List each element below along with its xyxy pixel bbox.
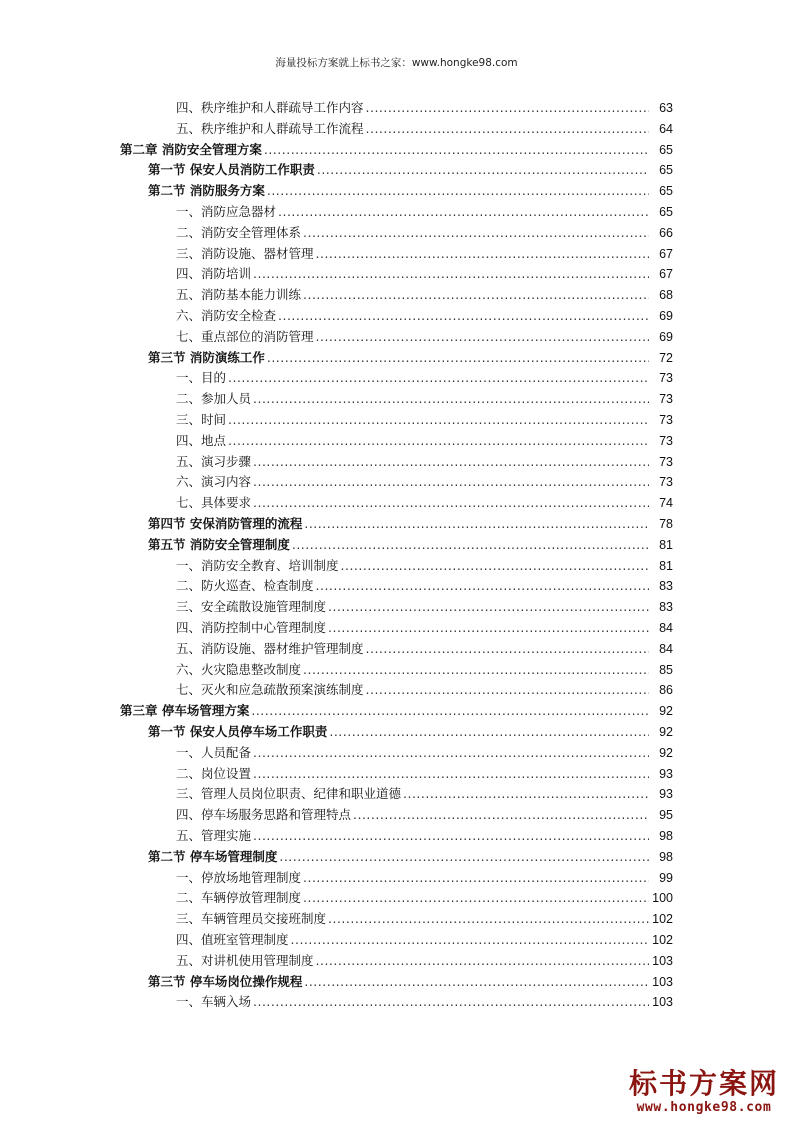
toc-entry-title: 第三节 停车场岗位操作规程: [148, 973, 303, 989]
toc-entry-title: 五、演习步骤: [176, 453, 252, 469]
toc-entry-title: 五、对讲机使用管理制度: [176, 952, 314, 968]
toc-leader-dots: [317, 162, 649, 178]
watermark-logo: [629, 1068, 779, 1116]
toc-entry-title: 一、目的: [176, 370, 227, 386]
toc-entry-page: 67: [659, 246, 673, 261]
toc-entry-page: 92: [659, 745, 673, 760]
toc-leader-dots: [253, 828, 649, 844]
toc-entry[interactable]: [0, 907, 793, 927]
toc-entry-page: 69: [659, 329, 673, 344]
toc-entry-title: 五、秩序维护和人群疏导工作流程: [176, 120, 364, 136]
toc-entry[interactable]: [0, 346, 793, 366]
toc-leader-dots: [366, 121, 649, 137]
toc-entry[interactable]: [0, 886, 793, 906]
toc-entry[interactable]: [0, 491, 793, 511]
toc-entry[interactable]: [0, 762, 793, 782]
toc-entry-page: 86: [659, 683, 673, 698]
toc-entry-title: 第二章 消防安全管理方案: [120, 141, 262, 157]
toc-entry-page: 72: [659, 350, 673, 365]
toc-entry[interactable]: [0, 928, 793, 948]
toc-entry-title: 七、灭火和应急疏散预案演练制度: [176, 682, 364, 698]
toc-entry-page: 73: [659, 371, 673, 386]
toc-leader-dots: [253, 994, 649, 1010]
toc-entry-title: 三、安全疏散设施管理制度: [176, 599, 327, 615]
toc-entry-title: 一、车辆入场: [176, 994, 252, 1010]
toc-leader-dots: [328, 599, 649, 615]
toc-entry[interactable]: [0, 803, 793, 823]
toc-leader-dots: [328, 620, 649, 636]
toc-entry-page: 73: [659, 392, 673, 407]
toc-leader-dots: [366, 641, 649, 657]
toc-entry-page: 103: [652, 995, 673, 1010]
toc-entry-title: 三、车辆管理员交接班制度: [176, 911, 327, 927]
toc-leader-dots: [292, 537, 649, 553]
toc-leader-dots: [228, 370, 649, 386]
toc-entry[interactable]: [0, 117, 793, 137]
toc-entry-page: 81: [659, 537, 673, 552]
toc-entry[interactable]: [0, 512, 793, 532]
toc-entry-page: 99: [659, 870, 673, 885]
toc-leader-dots: [278, 308, 649, 324]
toc-entry[interactable]: [0, 699, 793, 719]
toc-entry-page: 85: [659, 662, 673, 677]
toc-entry-page: 92: [659, 725, 673, 739]
toc-entry[interactable]: [0, 221, 793, 241]
toc-entry-page: 98: [659, 829, 673, 843]
toc-entry-page: 73: [659, 454, 673, 469]
toc-entry-page: 93: [659, 766, 673, 781]
toc-entry-title: 二、参加人员: [176, 391, 252, 407]
toc-entry-page: 65: [659, 205, 673, 219]
toc-entry-title: 第二节 停车场管理制度: [148, 848, 278, 864]
toc-leader-dots: [304, 974, 649, 990]
toc-entry-page: 83: [659, 600, 673, 615]
toc-entry-title: 二、消防安全管理体系: [176, 224, 302, 240]
toc-entry-page: 73: [659, 413, 673, 427]
toc-entry-title: 五、管理实施: [176, 828, 252, 843]
toc-leader-dots: [316, 953, 649, 969]
toc-entry-page: 100: [652, 891, 673, 906]
toc-leader-dots: [228, 412, 649, 428]
toc-entry[interactable]: [0, 658, 793, 678]
toc-entry-title: 二、岗位设置: [176, 765, 252, 781]
toc-entry[interactable]: [0, 96, 793, 116]
toc-leader-dots: [253, 495, 649, 511]
toc-entry-page: 73: [659, 475, 673, 490]
toc-entry-title: 一、停放场地管理制度: [176, 869, 302, 885]
toc-entry-title: 三、消防设施、器材管理: [176, 245, 314, 261]
toc-entry-page: 95: [659, 808, 673, 823]
toc-entry[interactable]: [0, 533, 793, 553]
toc-entry-title: 第一节 保安人员消防工作职责: [148, 162, 315, 178]
toc-entry[interactable]: [0, 949, 793, 969]
toc-entry-page: 102: [652, 933, 673, 947]
toc-entry[interactable]: [0, 325, 793, 345]
toc-leader-dots: [291, 932, 649, 948]
toc-entry[interactable]: [0, 782, 793, 802]
toc-entry-page: 64: [659, 121, 673, 136]
toc-entry[interactable]: [0, 262, 793, 282]
toc-entry[interactable]: [0, 387, 793, 407]
toc-entry[interactable]: [0, 304, 793, 324]
page-header: 海量投标方案就上标书之家：www.hongke98.com: [275, 57, 518, 69]
watermark-url: www.hongke98.com: [636, 1100, 772, 1115]
toc-entry[interactable]: [0, 574, 793, 594]
toc-entry[interactable]: [0, 138, 793, 158]
toc-leader-dots: [403, 786, 649, 802]
toc-entry[interactable]: [0, 242, 793, 262]
toc-leader-dots: [303, 225, 649, 241]
toc-entry[interactable]: [0, 283, 793, 303]
toc-entry[interactable]: [0, 470, 793, 490]
toc-entry-title: 四、消防培训: [176, 266, 252, 282]
toc-entry-title: 第四节 安保消防管理的流程: [148, 516, 303, 531]
toc-leader-dots: [228, 433, 649, 449]
toc-entry[interactable]: [0, 678, 793, 698]
toc-entry-title: 第三节 消防演练工作: [148, 349, 265, 365]
toc-leader-dots: [328, 911, 649, 927]
toc-entry[interactable]: [0, 179, 793, 199]
toc-leader-dots: [264, 142, 649, 158]
toc-leader-dots: [303, 870, 649, 886]
toc-leader-dots: [366, 100, 649, 116]
toc-leader-dots: [303, 890, 649, 906]
toc-entry-page: 83: [659, 579, 673, 594]
toc-entry-page: 103: [652, 974, 673, 989]
toc-leader-dots: [253, 266, 649, 282]
toc-leader-dots: [303, 287, 649, 303]
toc-entry-title: 六、消防安全检查: [176, 308, 277, 323]
toc-entry-page: 73: [659, 433, 673, 448]
toc-leader-dots: [366, 682, 649, 698]
toc-entry[interactable]: [0, 554, 793, 574]
toc-leader-dots: [329, 724, 649, 740]
toc-entry-title: 第二节 消防服务方案: [148, 183, 265, 199]
toc-entry-title: 一、消防安全教育、培训制度: [176, 557, 339, 573]
toc-entry-title: 三、管理人员岗位职责、纪律和职业道德: [176, 786, 402, 802]
toc-entry-title: 四、停车场服务思路和管理特点: [176, 807, 352, 823]
toc-entry-page: 68: [659, 288, 673, 303]
toc-entry-title: 七、具体要求: [176, 495, 252, 511]
toc-leader-dots: [251, 703, 649, 719]
toc-entry[interactable]: [0, 990, 793, 1010]
toc-entry-page: 65: [659, 163, 673, 178]
toc-leader-dots: [316, 246, 649, 262]
toc-entry[interactable]: [0, 158, 793, 178]
toc-entry-title: 四、消防控制中心管理制度: [176, 620, 327, 635]
toc-entry-title: 七、重点部位的消防管理: [176, 328, 314, 344]
toc-entry-title: 五、消防基本能力训练: [176, 287, 302, 303]
toc-leader-dots: [253, 745, 649, 761]
toc-entry-title: 第一节 保安人员停车场工作职责: [148, 724, 328, 739]
toc-entry-page: 98: [659, 849, 673, 864]
toc-entry-title: 六、演习内容: [176, 474, 252, 490]
toc-leader-dots: [304, 516, 649, 532]
toc-entry[interactable]: [0, 824, 793, 844]
toc-entry-page: 92: [659, 704, 673, 719]
toc-entry-title: 三、时间: [176, 412, 227, 427]
toc-leader-dots: [253, 766, 649, 782]
toc-entry-page: 74: [659, 496, 673, 511]
toc-entry-title: 五、消防设施、器材维护管理制度: [176, 640, 364, 656]
toc-leader-dots: [267, 183, 649, 199]
toc-entry[interactable]: [0, 845, 793, 865]
toc-entry-page: 65: [659, 184, 673, 199]
toc-entry-page: 63: [659, 101, 673, 115]
toc-entry-page: 102: [652, 912, 673, 927]
toc-entry[interactable]: [0, 200, 793, 220]
toc-entry-page: 84: [659, 621, 673, 635]
toc-entry[interactable]: [0, 616, 793, 636]
toc-entry[interactable]: [0, 970, 793, 990]
toc-entry-page: 66: [659, 225, 673, 240]
toc-leader-dots: [316, 329, 649, 345]
toc-entry[interactable]: [0, 741, 793, 761]
toc-entry-title: 第五节 消防安全管理制度: [148, 536, 290, 552]
toc-entry-title: 四、秩序维护和人群疏导工作内容: [176, 100, 364, 115]
toc-leader-dots: [267, 350, 649, 366]
toc-leader-dots: [316, 578, 649, 594]
toc-entry-page: 69: [659, 309, 673, 323]
toc-leader-dots: [253, 391, 649, 407]
toc-leader-dots: [253, 474, 649, 490]
toc-entry-page: 81: [659, 558, 673, 573]
toc-entry-title: 六、火灾隐患整改制度: [176, 661, 302, 677]
toc-leader-dots: [278, 204, 649, 220]
toc-entry[interactable]: [0, 637, 793, 657]
toc-entry[interactable]: [0, 866, 793, 886]
toc-entry[interactable]: [0, 408, 793, 428]
toc-entry-page: 65: [659, 142, 673, 157]
toc-entry-title: 四、值班室管理制度: [176, 932, 289, 947]
toc-leader-dots: [253, 454, 649, 470]
toc-leader-dots: [353, 807, 649, 823]
toc-entry-page: 78: [659, 517, 673, 531]
toc-entry-title: 一、消防应急器材: [176, 204, 277, 219]
toc-entry[interactable]: [0, 450, 793, 470]
toc-entry-page: 84: [659, 641, 673, 656]
toc-entry-title: 二、车辆停放管理制度: [176, 890, 302, 906]
toc-entry[interactable]: [0, 429, 793, 449]
toc-entry[interactable]: [0, 595, 793, 615]
toc-leader-dots: [279, 849, 649, 865]
toc-entry[interactable]: [0, 366, 793, 386]
toc-entry-title: 二、防火巡查、检查制度: [176, 578, 314, 594]
toc-entry-title: 四、地点: [176, 432, 227, 448]
toc-entry[interactable]: [0, 720, 793, 740]
toc-entry-page: 103: [652, 953, 673, 968]
toc-entry-page: 93: [659, 787, 673, 802]
toc-leader-dots: [341, 558, 649, 574]
toc-entry-page: 67: [659, 267, 673, 282]
toc-leader-dots: [303, 662, 649, 678]
watermark-title: 标书方案网: [629, 1067, 780, 1100]
toc-entry-title: 第三章 停车场管理方案: [120, 703, 250, 719]
toc-entry-title: 一、人员配备: [176, 744, 252, 760]
